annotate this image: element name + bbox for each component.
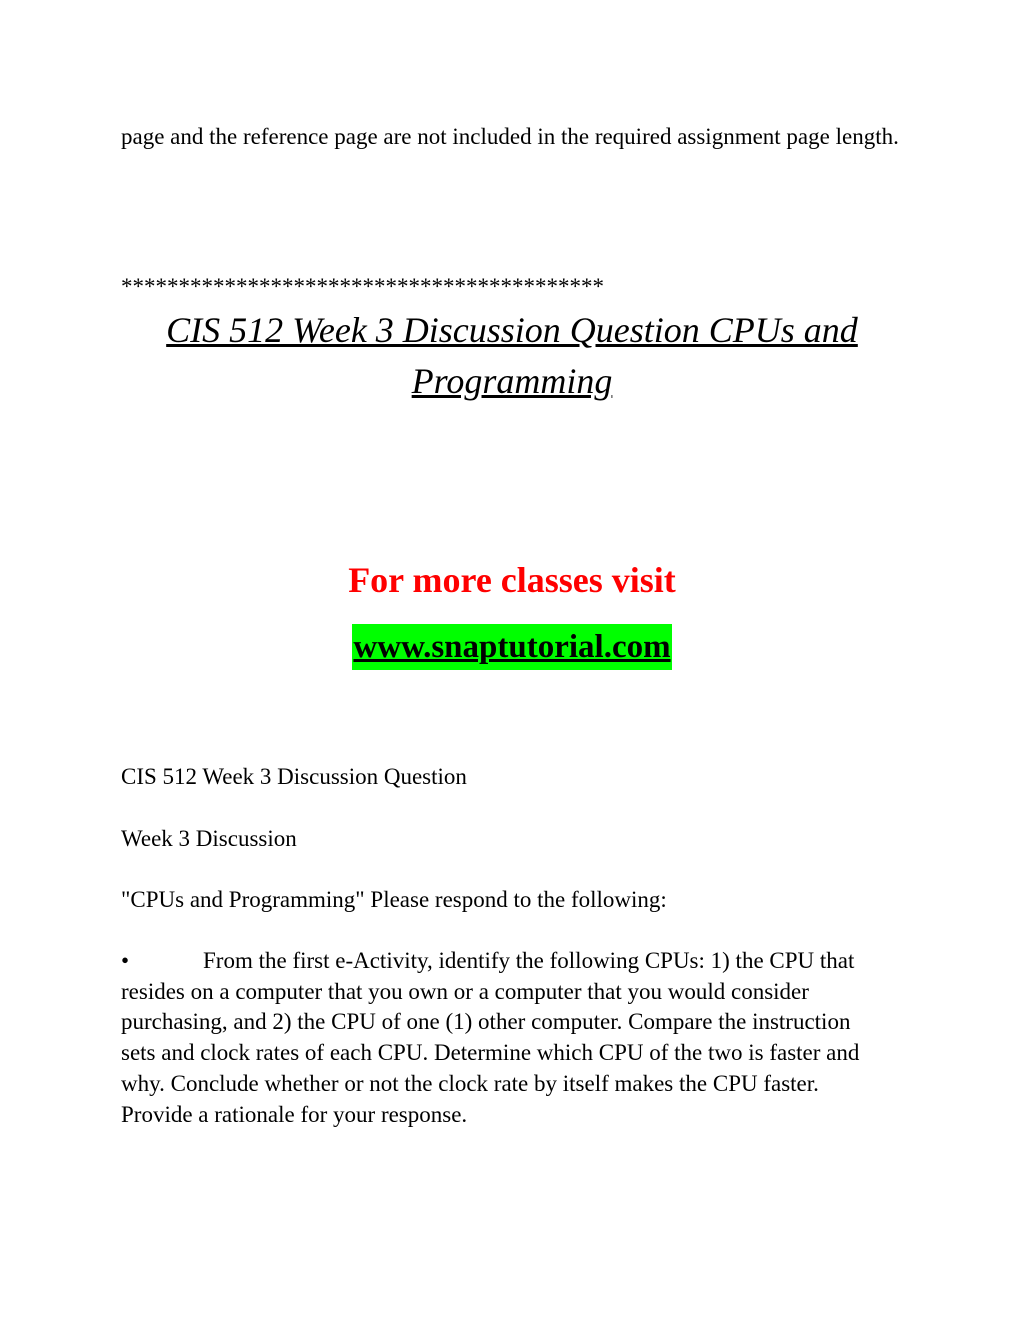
question-title: CIS 512 Week 3 Discussion Question — [121, 764, 467, 789]
bullet-text: From the first e-Activity, identify the following CPUs: 1) the CPU that resides on a computer that you own or a computer that you would consider purchasing, and 2) the CPU of one (1) other computer. Compare the instruction sets and clock rates of each CPU. Determine which CPU of the two is faster and why. Conclude whether or not the clock rate by itself makes the CPU faster. Provide a rationale for your response. — [121, 948, 860, 1127]
bullet-marker: • — [121, 948, 130, 973]
bullet-item — [121, 946, 881, 1130]
discussion-prompt: "CPUs and Programming" Please respond to the following: — [121, 887, 667, 912]
intro-paragraph: page and the reference page are not included in the required assignment page length. — [121, 124, 899, 149]
separator-line: ****************************************** — [121, 274, 604, 299]
website-link[interactable]: www.snaptutorial.com — [352, 624, 671, 670]
website-link-container — [0, 624, 1024, 670]
promo-text: For more classes visit — [348, 560, 676, 600]
document-title: CIS 512 Week 3 Discussion Question CPUs and Programming — [166, 310, 858, 401]
week-label: Week 3 Discussion — [121, 826, 297, 851]
